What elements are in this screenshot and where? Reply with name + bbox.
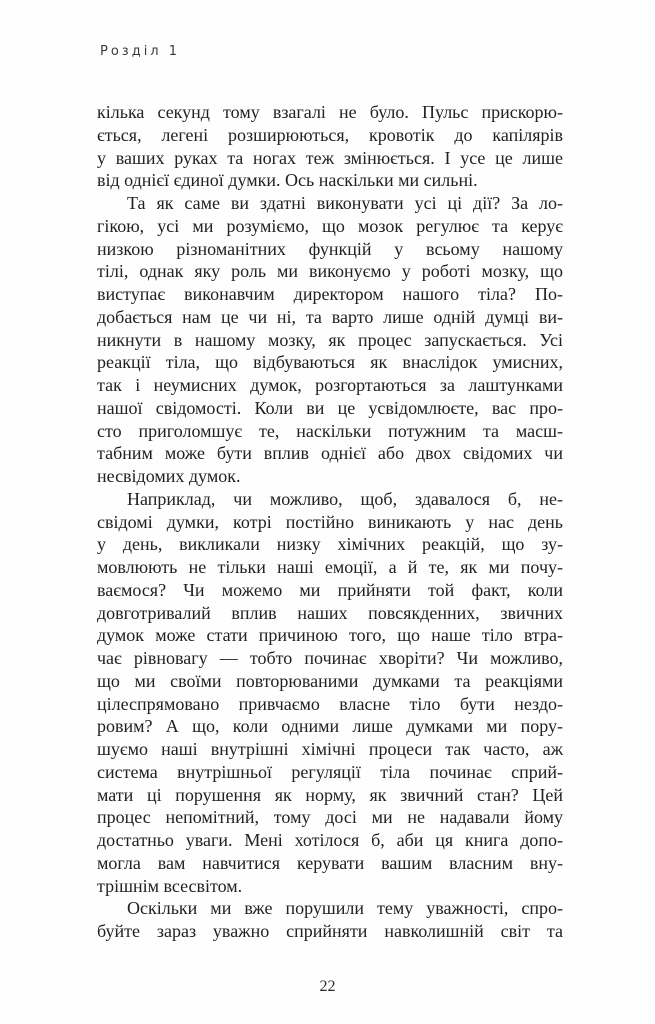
text-line: що ми своїми повторюваними думками та реакціями <box>97 670 563 691</box>
text-line: система внутрішньої регуляції тіла починає сприй- <box>97 761 563 782</box>
text-line: буйте зараз уважно сприйняти навколишній світ та <box>97 921 563 941</box>
text-line: табним може бути вплив однієї або двох свідомих чи <box>97 443 563 464</box>
paragraph <box>97 101 563 192</box>
text-line: мати ці порушення як норму, як звичний стан? Цей <box>97 784 563 805</box>
chapter-header: Розділ 1 <box>100 44 181 59</box>
text-line: гікою, усі ми розуміємо, що мозок регулює та керує <box>97 215 563 236</box>
text-line: мовлюють не тільки наші емоції, а й те, як ми почу- <box>97 557 563 577</box>
text-line: шуємо наші внутрішні хімічні процеси так часто, аж <box>97 739 563 759</box>
text-line: у день, викликали низку хімічних реакцій, що зу- <box>97 534 563 555</box>
text-line: Оскільки ми вже порушили тему уважності, спро- <box>127 898 563 919</box>
text-line: могла вам навчитися керувати вашим власним вну- <box>97 852 563 873</box>
paragraph <box>97 488 563 898</box>
text-line: добається нам це чи ні, та варто лише одній думці ви- <box>97 306 563 327</box>
text-line: думок може стати причиною того, що наше тіло втра- <box>97 625 563 646</box>
page-number: 22 <box>319 978 336 995</box>
text-line: ється, легені розширюються, кровотік до капілярів <box>97 124 563 145</box>
text-line: так і неумисних думок, розгортаються за лаштунками <box>97 375 563 395</box>
paragraph <box>97 192 563 488</box>
text-line: Наприклад, чи можливо, щоб, здавалося б, не- <box>127 488 563 509</box>
paragraph <box>97 897 563 943</box>
text-line: ваємося? Чи можемо ми прийняти той факт, коли <box>97 579 563 600</box>
text-line: Та як саме ви здатні виконувати усі ці дії? За ло- <box>127 193 563 213</box>
text-line: достатньо уваги. Мені хотілося б, аби ця книга допо- <box>97 830 563 850</box>
text-line: несвідомих думок. <box>97 466 241 486</box>
text-line: нашої свідомості. Коли ви це усвідомлюєте, вас про- <box>97 397 563 418</box>
page-body <box>97 101 563 943</box>
text-line: трішнім всесвітом. <box>97 875 243 896</box>
text-line: ровим? А що, коли одними лише думками ми пору- <box>97 716 563 737</box>
text-line: цілеспрямовано привчаємо власне тіло бути нездо- <box>97 693 563 714</box>
text-line: сто приголомшує те, наскільки потужним та масш- <box>97 420 563 441</box>
text-line: свідомі думки, котрі постійно виникають у нас день <box>97 511 563 532</box>
text-line: у ваших руках та ногах теж змінюється. І усе це лише <box>97 147 563 168</box>
text-line: процес непомітний, тому досі ми не надавали йому <box>97 807 563 828</box>
text-line: реакції тіла, що відбуваються як внаслідок умисних, <box>97 352 563 373</box>
text-line: виступає виконавчим директором нашого тіла? По- <box>97 284 563 304</box>
text-line: тілі, однак яку роль ми виконуємо у роботі мозку, що <box>97 261 563 282</box>
text-line: від однієї єдиної думки. Ось наскільки ми сильні. <box>97 170 478 191</box>
text-line: кілька секунд тому взагалі не було. Пульс прискорю- <box>97 102 563 122</box>
text-line: довготривалий вплив наших повсякденних, звичних <box>97 602 563 623</box>
text-line: никнути в нашому мозку, як процес запускається. Усі <box>97 329 563 350</box>
text-line: низкою різноманітних функцій у всьому нашому <box>97 238 563 259</box>
text-line: чає рівновагу — тобто починає хворіти? Чи можливо, <box>97 648 563 668</box>
